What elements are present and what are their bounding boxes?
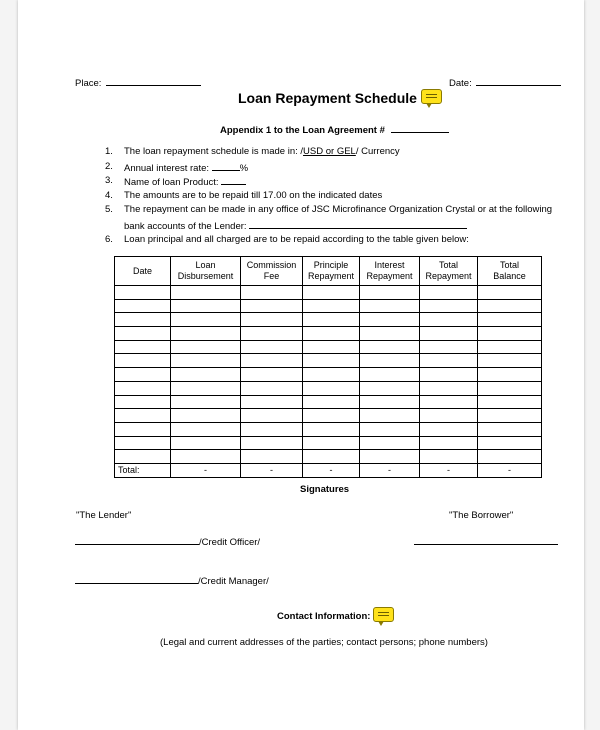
table-cell[interactable] — [241, 422, 303, 436]
table-cell[interactable] — [420, 299, 478, 313]
table-cell[interactable] — [171, 327, 241, 341]
comment-icon[interactable] — [373, 607, 394, 622]
table-cell[interactable] — [478, 395, 542, 409]
table-cell[interactable] — [171, 340, 241, 354]
table-cell[interactable] — [115, 395, 171, 409]
table-cell[interactable] — [241, 327, 303, 341]
table-cell[interactable] — [478, 327, 542, 341]
page-title: Loan Repayment Schedule — [238, 90, 417, 106]
table-row — [115, 327, 542, 341]
table-row — [115, 354, 542, 368]
borrower-signature-line — [414, 534, 558, 548]
place-label: Place: — [75, 78, 102, 89]
total-cell: - — [360, 463, 420, 477]
table-cell[interactable] — [360, 409, 420, 423]
column-header: Principle Repayment — [303, 257, 360, 286]
table-header-row — [115, 257, 542, 286]
table-cell[interactable] — [360, 381, 420, 395]
table-row — [115, 340, 542, 354]
date-blank[interactable] — [476, 75, 561, 86]
contact-note: (Legal and current addresses of the parties; contact persons; phone numbers) — [160, 637, 488, 648]
table-cell[interactable] — [115, 299, 171, 313]
place-blank[interactable] — [106, 75, 201, 86]
table-cell[interactable] — [241, 450, 303, 464]
total-row — [115, 463, 542, 477]
table-row — [115, 381, 542, 395]
table-cell[interactable] — [420, 286, 478, 300]
table-cell[interactable] — [115, 436, 171, 450]
table-cell[interactable] — [241, 299, 303, 313]
table-cell[interactable] — [241, 340, 303, 354]
table-cell[interactable] — [420, 313, 478, 327]
table-cell[interactable] — [303, 340, 360, 354]
table-cell[interactable] — [303, 299, 360, 313]
table-cell[interactable] — [420, 340, 478, 354]
table-cell[interactable] — [478, 354, 542, 368]
table-cell[interactable] — [241, 286, 303, 300]
table-row — [115, 368, 542, 382]
signatures-heading: Signatures — [300, 484, 350, 495]
table-cell[interactable] — [171, 450, 241, 464]
table-cell[interactable] — [303, 422, 360, 436]
table-cell[interactable] — [171, 381, 241, 395]
table-cell[interactable] — [478, 409, 542, 423]
table-cell[interactable] — [115, 327, 171, 341]
credit-manager-signature-blank[interactable] — [75, 573, 198, 584]
table-cell[interactable] — [360, 327, 420, 341]
table-cell[interactable] — [171, 395, 241, 409]
table-cell[interactable] — [303, 450, 360, 464]
table-row — [115, 409, 542, 423]
table-cell[interactable] — [171, 422, 241, 436]
column-header: Date — [115, 257, 171, 286]
table-cell[interactable] — [360, 313, 420, 327]
loan-product-blank[interactable] — [221, 174, 246, 185]
table-cell[interactable] — [115, 422, 171, 436]
total-cell: - — [241, 463, 303, 477]
table-cell[interactable] — [303, 436, 360, 450]
table-cell[interactable] — [420, 436, 478, 450]
table-cell[interactable] — [478, 299, 542, 313]
date-label: Date: — [449, 78, 472, 89]
bank-accounts-blank[interactable] — [249, 218, 467, 229]
column-header: Total Repayment — [420, 257, 478, 286]
table-cell[interactable] — [420, 395, 478, 409]
table-cell[interactable] — [478, 450, 542, 464]
document-page: Place: Date: Loan Repayment Schedule Appendix 1 to the Loan Agreement # 1. The loan repayment schedule is made in: /USD or GEL/ Currency 2. Annual interest rate: % 3. Name of loan Product: 4. The amounts are to be repaid till 17.00 on the indicated dates 5. The repayment can be made in any office of JSC Microfinance Organization Crystal or at the following bank accounts of the Lender: 6. Loan principal and all charged are to be repaid according to the table given below: Date Loan Disbursement Commission Fee Principle Repayment Interest Repayment Total Repayment Total Balance Total: - - - - - - Signatures "The Lender" "The Borrower" /Credit Officer/ /Credit Manager/ Contact Information: (Legal and current addresses of the parties; contact persons; phone numbers) — [18, 0, 584, 730]
column-header: Commission Fee — [241, 257, 303, 286]
table-cell[interactable] — [171, 286, 241, 300]
table-cell[interactable] — [115, 286, 171, 300]
table-cell[interactable] — [360, 436, 420, 450]
table-cell[interactable] — [303, 368, 360, 382]
table-cell[interactable] — [171, 299, 241, 313]
table-cell[interactable] — [478, 313, 542, 327]
table-cell[interactable] — [241, 354, 303, 368]
table-cell[interactable] — [420, 327, 478, 341]
table-cell[interactable] — [171, 313, 241, 327]
table-cell[interactable] — [115, 409, 171, 423]
table-cell[interactable] — [171, 409, 241, 423]
interest-rate-blank[interactable] — [212, 160, 240, 171]
contact-information-label: Contact Information: — [277, 611, 371, 622]
table-row — [115, 286, 542, 300]
table-cell[interactable] — [420, 422, 478, 436]
table-cell[interactable] — [241, 381, 303, 395]
agreement-number-blank[interactable] — [391, 122, 449, 133]
table-cell[interactable] — [303, 327, 360, 341]
table-cell[interactable] — [241, 436, 303, 450]
credit-officer-signature-blank[interactable] — [75, 534, 199, 545]
table-cell[interactable] — [360, 340, 420, 354]
comment-icon[interactable] — [421, 89, 442, 104]
date-field — [449, 75, 561, 89]
table-cell[interactable] — [360, 354, 420, 368]
table-cell[interactable] — [420, 381, 478, 395]
table-cell[interactable] — [115, 450, 171, 464]
table-cell[interactable] — [303, 381, 360, 395]
table-cell[interactable] — [115, 340, 171, 354]
table-cell[interactable] — [360, 286, 420, 300]
column-header: Total Balance — [478, 257, 542, 286]
table-cell[interactable] — [241, 409, 303, 423]
table-cell[interactable] — [171, 368, 241, 382]
table-cell[interactable] — [303, 313, 360, 327]
column-header: Loan Disbursement — [171, 257, 241, 286]
total-cell: - — [171, 463, 241, 477]
total-cell: - — [420, 463, 478, 477]
table-cell[interactable] — [360, 299, 420, 313]
table-cell[interactable] — [360, 450, 420, 464]
table-cell[interactable] — [420, 409, 478, 423]
table-cell[interactable] — [303, 409, 360, 423]
table-cell[interactable] — [303, 286, 360, 300]
table-cell[interactable] — [420, 450, 478, 464]
total-label: Total: — [115, 463, 171, 477]
table-cell[interactable] — [241, 368, 303, 382]
table-cell[interactable] — [241, 313, 303, 327]
table-body — [115, 286, 542, 478]
currency-options[interactable]: USD or GEL — [303, 146, 356, 157]
credit-officer-line: /Credit Officer/ — [75, 534, 260, 548]
table-row — [115, 299, 542, 313]
table-row — [115, 422, 542, 436]
table-cell[interactable] — [171, 436, 241, 450]
table-row — [115, 436, 542, 450]
repayment-schedule-table — [114, 256, 542, 478]
lender-label: "The Lender" — [76, 510, 132, 521]
appendix-label: Appendix 1 to the Loan Agreement # — [220, 125, 385, 136]
table-cell[interactable] — [420, 368, 478, 382]
table-row — [115, 395, 542, 409]
table-cell[interactable] — [478, 340, 542, 354]
total-cell: - — [478, 463, 542, 477]
table-cell[interactable] — [478, 381, 542, 395]
table-cell[interactable] — [360, 368, 420, 382]
table-cell[interactable] — [478, 436, 542, 450]
table-cell[interactable] — [115, 381, 171, 395]
table-cell[interactable] — [303, 354, 360, 368]
table-cell[interactable] — [478, 422, 542, 436]
table-cell[interactable] — [360, 422, 420, 436]
table-cell[interactable] — [360, 395, 420, 409]
credit-manager-line: /Credit Manager/ — [75, 573, 269, 587]
table-cell[interactable] — [478, 368, 542, 382]
borrower-signature-blank[interactable] — [414, 534, 558, 545]
appendix-line — [220, 122, 449, 136]
table-cell[interactable] — [478, 286, 542, 300]
table-cell[interactable] — [241, 395, 303, 409]
table-row — [115, 313, 542, 327]
table-cell[interactable] — [115, 354, 171, 368]
place-field — [75, 75, 201, 89]
column-header: Interest Repayment — [360, 257, 420, 286]
table-cell[interactable] — [420, 354, 478, 368]
table-cell[interactable] — [303, 395, 360, 409]
table-row — [115, 450, 542, 464]
borrower-label: "The Borrower" — [449, 510, 514, 521]
total-cell: - — [303, 463, 360, 477]
table-cell[interactable] — [115, 368, 171, 382]
table-cell[interactable] — [115, 313, 171, 327]
table-cell[interactable] — [171, 354, 241, 368]
